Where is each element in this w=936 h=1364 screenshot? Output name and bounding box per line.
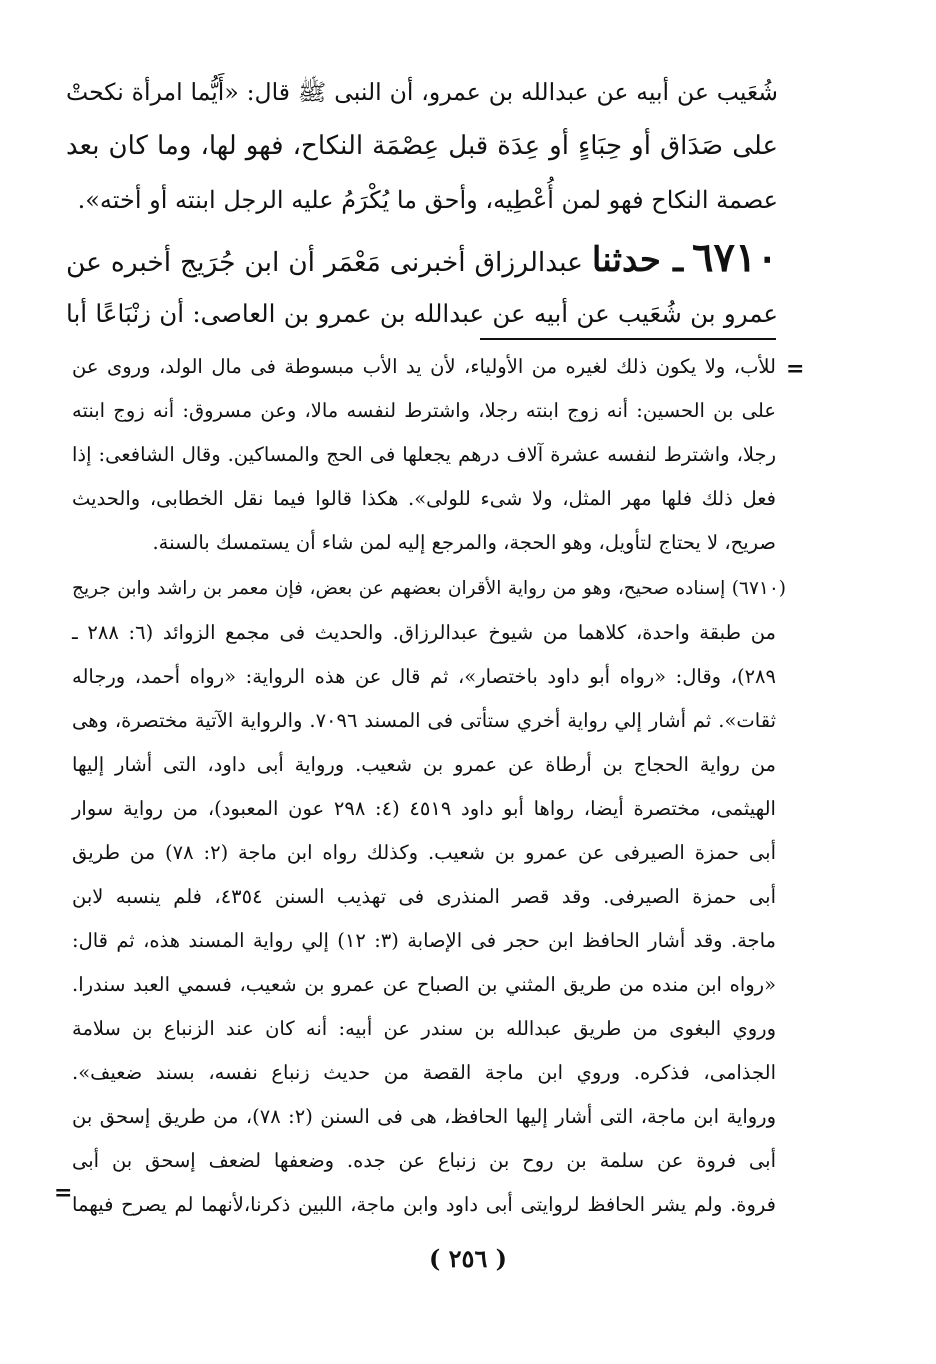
footnote-6710-line: ورواية ابن ماجة، التى أشار إليها الحافظ، هى فى السنن (٢: ٧٨)، من طريق إسحق بن [72, 1105, 776, 1128]
footnote-6710-line: ماجة. وقد أشار الحافظ ابن حجر فى الإصابة (٣: ١٢) إلي رواية المسند هذه، ثم قال: [72, 929, 776, 952]
footnote-carryover-line: صريح، لا يحتاج لتأويل، وهو الحجة، والمرجع إليه لمن شاء أن يستمسك بالسنة. [152, 531, 776, 554]
footnote-6710-line: الهيثمى، مختصرة أيضا، رواها أبو داود ٤٥١٩ (٤: ٢٩٨ عون المعبود)، من رواية سوار [72, 797, 776, 820]
hadith-first-line-text: عبدالرزاق أخبرنى مَعْمَر أن ابن جُرَيج أخبره عن [66, 247, 583, 278]
footnote-6710-line: «رواه ابن منده من طريق المثني بن الصباح عن عمرو بن شعيب، فسمي العبد سندرا. [72, 973, 776, 996]
footnote-6710-line: ٢٨٩)، وقال: «رواه أبو داود باختصار»، ثم قال عن هذه الرواية: «رواه أحمد، ورجاله [72, 665, 776, 688]
continuation-mark-top: = [786, 356, 805, 382]
hadith-second-line: عمرو بن شُعَيب عن أبيه عن عبدالله بن عمرو بن العاصى: أن زنْبَاعًا أبا [66, 299, 778, 328]
footnote-6710-line: (٦٧١٠) إسناده صحيح، وهو من رواية الأقران بعضهم عن بعض، فإن معمر بن راشد وابن جريج [72, 578, 786, 599]
footnote-6710-line: ثقات». ثم أشار إلي رواية أخري ستأتى فى المسند ٧٠٩٦. والرواية الآتية مختصرة، وهى [72, 709, 776, 732]
hadith-heading-line [66, 232, 778, 284]
footnote-6710-line: فروة. ولم يشر الحافظ لروايتى أبى داود وابن ماجة، اللبين ذكرنا،لأنهما لم يصرح فيهما [72, 1193, 776, 1216]
hadith-keyword: ـ حدثنا [591, 240, 684, 280]
footnote-separator [480, 338, 776, 340]
footnote-6710-line: أبى فروة عن سلمة بن روح بن زنباع عن جده. وضعفها لضعف إسحق بن أبى [72, 1149, 776, 1172]
main-line-3: عصمة النكاح فهو لمن أُعْطِيه، وأحق ما يُكْرَمُ عليه الرجل ابنته أو أخته». [77, 186, 778, 214]
footnote-carryover-line: رجلا، واشترط لنفسه عشرة آلاف درهم يجعلها فى الحج والمساكين. وقال الشافعى: إذا [72, 443, 776, 466]
footnote-6710-line: الجذامى، فذكره. وروي ابن ماجة القصة من حديث زنباع نفسه، بسند ضعيف». [72, 1061, 776, 1084]
footnote-carryover-line: فعل ذلك فلها مهر المثل، ولا شىء للولى». هكذا قالوا فيما نقل الخطابى، والحديث [72, 487, 776, 510]
continuation-mark-bottom: = [54, 1180, 73, 1206]
footnote-6710-line: من رواية الحجاج بن أرطاة عن عمرو بن شعيب. ورواية أبى داود، التى أشار إليها [72, 753, 776, 776]
main-line-2: على صَدَاق أو حِبَاءٍ أو عِدَة قبل عِصْمَة النكاح، فهو لها، وما كان بعد [66, 131, 778, 161]
footnote-6710-line: من طبقة واحدة، كلاهما من شيوخ عبدالرزاق. والحديث فى مجمع الزوائد (٦: ٢٨٨ ـ [72, 621, 776, 644]
footnote-6710-line: وروي البغوى من طريق عبدالله بن سندر عن أبيه: أنه كان عند الزنباع بن سلامة [72, 1017, 776, 1040]
page-number: ( ٢٥٦ ) [428, 1244, 508, 1273]
hadith-number: ٦٧١٠ [692, 234, 778, 281]
footnote-carryover-line: على بن الحسين: أنه زوج ابنته رجلا، واشترط لنفسه مالا، وعن مسروق: أنه زوج ابنته [72, 399, 776, 422]
main-line-1: شُعَيب عن أبيه عن عبدالله بن عمرو، أن النبى ﷺ قال: «أَيُّما امرأة نكحتْ [66, 78, 778, 106]
footnote-carryover-line: للأب، ولا يكون ذلك لغيره من الأولياء، لأن يد الأب مبسوطة فى مال الولد، وروى عن [72, 355, 776, 378]
footnote-6710-line: أبى حمزة الصيرفى. وقد قصر المنذرى فى تهذيب السنن ٤٣٥٤، فلم ينسبه لابن [72, 885, 776, 908]
footnote-6710-line: أبى حمزة الصيرفى عن عمرو بن شعيب. وكذلك رواه ابن ماجة (٢: ٧٨) من طريق [72, 841, 777, 864]
